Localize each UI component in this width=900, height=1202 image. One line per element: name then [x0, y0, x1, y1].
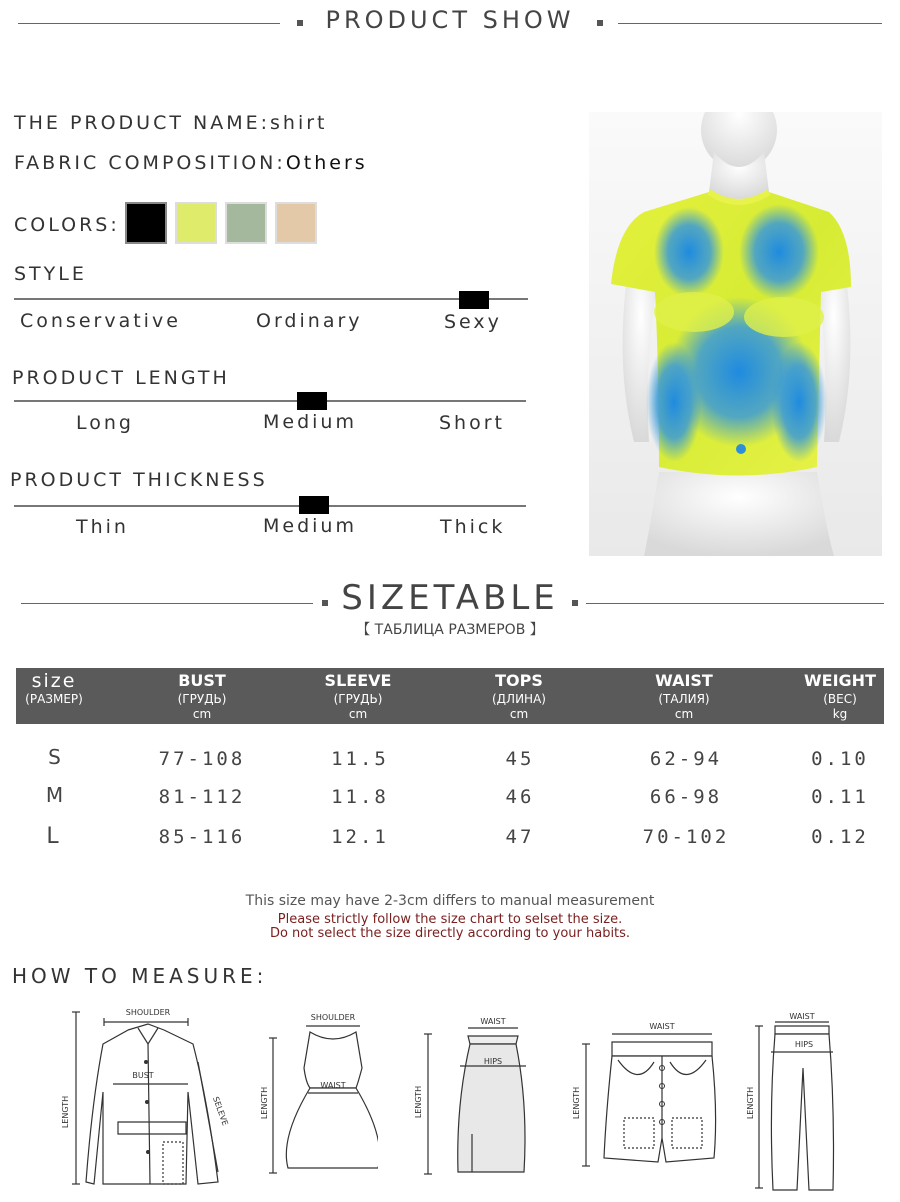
cell-tops: 45	[505, 748, 535, 770]
cell-sleeve: 12.1	[331, 826, 389, 848]
note-measurement: This size may have 2-3cm differs to manual measurement	[245, 893, 655, 909]
jacket-length-label: LENGTH	[61, 1095, 70, 1129]
col-weight	[790, 668, 890, 724]
product-name-value: shirt	[270, 112, 328, 134]
col-weight-unit: kg	[832, 707, 848, 721]
col-bust-sub: (ГРУДЬ)	[177, 692, 227, 706]
jacket-shoulder-label: SHOULDER	[125, 1008, 171, 1017]
note-habits: Do not select the size directly according to your habits.	[269, 926, 631, 941]
shorts-length-label: LENGTH	[572, 1086, 581, 1120]
header-dot-right	[597, 20, 603, 26]
fabric-label: FABRIC COMPOSITION:	[14, 152, 286, 174]
cell-weight: 0.12	[811, 826, 869, 848]
col-bust	[152, 668, 252, 724]
col-tops-unit: cm	[509, 707, 529, 721]
thickness-scale-marker	[299, 496, 329, 514]
style-title: STYLE	[14, 263, 87, 285]
sizetable-title: SIZETABLE	[341, 578, 559, 618]
cell-size: M	[45, 783, 67, 807]
col-waist	[634, 668, 734, 724]
length-option-medium: Medium	[263, 411, 357, 433]
how-to-measure-title: HOW TO MEASURE:	[12, 964, 268, 988]
thickness-title: PRODUCT THICKNESS	[10, 469, 268, 491]
length-option-long: Long	[76, 412, 134, 434]
col-waist-label: WAIST	[655, 671, 713, 690]
cell-sleeve: 11.5	[331, 748, 389, 770]
size-table-header	[16, 668, 884, 724]
skirt-hips-label: HIPS	[483, 1057, 503, 1066]
skirt-waist-label: WAIST	[480, 1017, 506, 1026]
col-waist-sub: (ТАЛИЯ)	[658, 692, 710, 706]
dress-length-label: LENGTH	[260, 1086, 269, 1120]
color-swatch-green[interactable]	[225, 202, 267, 244]
sizetable-dot-right	[572, 600, 578, 606]
style-option-sexy: Sexy	[444, 311, 502, 333]
page-title: PRODUCT SHOW	[325, 6, 575, 34]
header-rule-left	[18, 23, 280, 24]
sizetable-rule-right	[586, 603, 884, 604]
shorts-icon	[568, 1018, 748, 1178]
sizetable-subtitle: 【 ТАБЛИЦА РАЗМЕРОВ 】	[356, 622, 544, 638]
length-option-short: Short	[439, 412, 505, 434]
pants-length-label: LENGTH	[746, 1086, 755, 1120]
col-size-label: size	[31, 670, 77, 692]
col-sleeve	[308, 668, 408, 724]
fabric-value: Others	[285, 152, 368, 174]
pants-diagram	[745, 1008, 845, 1198]
dress-diagram	[258, 1008, 378, 1188]
jacket-icon	[58, 1002, 238, 1197]
fabric-row	[14, 152, 368, 174]
col-weight-sub: (ВЕС)	[823, 692, 857, 706]
style-scale-line	[14, 298, 528, 300]
jacket-bust-label: BUST	[132, 1071, 154, 1080]
pants-waist-label: WAIST	[789, 1012, 815, 1021]
color-swatch-beige[interactable]	[275, 202, 317, 244]
cell-bust: 81-112	[158, 786, 246, 808]
thickness-scale-line	[14, 505, 526, 507]
col-bust-unit: cm	[192, 707, 212, 721]
thickness-option-thick: Thick	[440, 516, 506, 538]
col-waist-unit: cm	[674, 707, 694, 721]
product-name-label: THE PRODUCT NAME:	[14, 112, 271, 134]
dress-icon	[258, 1008, 378, 1188]
length-scale-line	[14, 400, 526, 402]
thickness-option-medium: Medium	[263, 515, 357, 537]
skirt-length-label: LENGTH	[414, 1085, 423, 1119]
sizetable-rule-left	[21, 603, 313, 604]
shorts-waist-label: WAIST	[649, 1022, 675, 1031]
col-tops-label: TOPS	[495, 671, 543, 690]
cell-size: L	[46, 824, 62, 849]
color-swatch-yellow[interactable]	[175, 202, 217, 244]
cell-sleeve: 11.8	[331, 786, 389, 808]
jacket-diagram	[58, 1002, 238, 1197]
cell-weight: 0.10	[811, 748, 869, 770]
cell-bust: 77-108	[158, 748, 246, 770]
header-rule-right	[618, 23, 882, 24]
cell-waist: 62-94	[649, 748, 723, 770]
shorts-diagram	[568, 1018, 748, 1178]
cell-tops: 47	[505, 826, 535, 848]
colors-label: COLORS:	[14, 214, 120, 236]
pants-icon	[745, 1008, 845, 1198]
product-photo	[589, 112, 882, 556]
cell-waist: 66-98	[649, 786, 723, 808]
col-size	[16, 668, 92, 724]
cell-size: S	[48, 745, 64, 769]
dress-shoulder-label: SHOULDER	[310, 1013, 356, 1022]
color-swatch-black[interactable]	[125, 202, 167, 244]
pants-hips-label: HIPS	[794, 1040, 814, 1049]
style-option-ordinary: Ordinary	[256, 310, 363, 332]
cell-weight: 0.11	[811, 786, 869, 808]
cell-bust: 85-116	[158, 826, 246, 848]
col-tops	[469, 668, 569, 724]
style-option-conservative: Conservative	[20, 310, 181, 332]
col-bust-label: BUST	[178, 671, 226, 690]
col-sleeve-label: SLEEVE	[324, 671, 392, 690]
length-scale-marker	[297, 392, 327, 410]
skirt-icon	[408, 1014, 538, 1184]
col-weight-label: WEIGHT	[804, 671, 876, 690]
col-size-sub: (РАЗМЕР)	[25, 692, 83, 706]
length-title: PRODUCT LENGTH	[12, 367, 230, 389]
dress-waist-label: WAIST	[320, 1081, 346, 1090]
sizetable-dot-left	[322, 600, 328, 606]
col-sleeve-sub: (ГРУДЬ)	[333, 692, 383, 706]
cell-waist: 70-102	[642, 826, 730, 848]
cell-tops: 46	[505, 786, 535, 808]
style-scale-marker	[459, 291, 489, 309]
thickness-option-thin: Thin	[76, 516, 129, 538]
col-tops-sub: (ДЛИНА)	[492, 692, 546, 706]
jacket-sleeve-label: SELEVE	[210, 1095, 230, 1127]
col-sleeve-unit: cm	[348, 707, 368, 721]
skirt-diagram	[408, 1014, 538, 1184]
product-name-row	[14, 112, 328, 134]
note-follow-chart: Please strictly follow the size chart to selset the size.	[277, 912, 623, 927]
mannequin-shirt-image	[589, 112, 882, 556]
